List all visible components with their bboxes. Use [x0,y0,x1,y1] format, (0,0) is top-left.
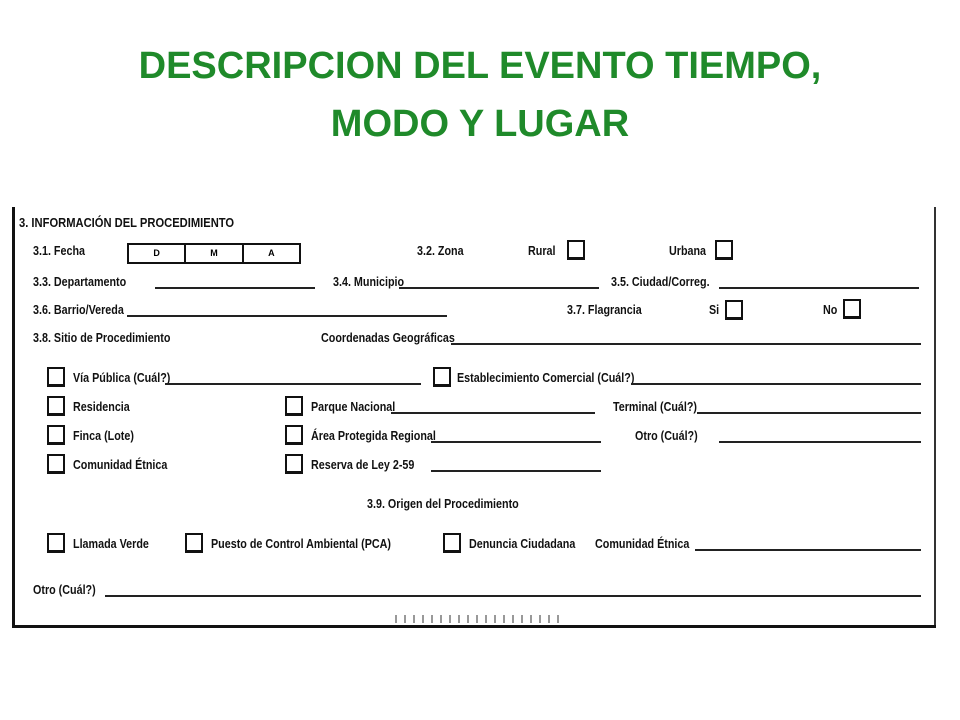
zona-label: 3.2. Zona [417,244,464,258]
area-protegida-line[interactable] [431,441,601,443]
form-right-edge [934,207,936,625]
establecimiento-label: Establecimiento Comercial (Cuál?) [457,371,635,385]
departamento-line[interactable] [155,287,315,289]
urbana-checkbox[interactable] [715,240,733,260]
departamento-label: 3.3. Departamento [33,275,127,289]
pca-checkbox[interactable] [185,533,203,553]
fecha-year[interactable]: A [268,248,275,258]
ciudad-line[interactable] [719,287,919,289]
slide-title-line2: MODO Y LUGAR [330,103,630,145]
reserva-line[interactable] [431,470,601,472]
llamada-label: Llamada Verde [73,537,149,551]
establecimiento-line[interactable] [631,383,921,385]
si-checkbox[interactable] [725,300,743,320]
via-publica-checkbox[interactable] [47,367,65,387]
rural-label: Rural [528,244,556,258]
establecimiento-checkbox[interactable] [433,367,451,387]
fecha-label: 3.1. Fecha [33,244,85,258]
otro-sitio-label: Otro (Cuál?) [635,429,698,443]
area-protegida-label: Área Protegida Regional [311,429,436,443]
terminal-line[interactable] [697,412,921,414]
via-publica-line[interactable] [165,383,421,385]
municipio-label: 3.4. Municipio [333,275,405,289]
coordenadas-line[interactable] [451,343,921,345]
barrio-line[interactable] [127,315,447,317]
otro-origen-label: Otro (Cuál?) [33,583,96,597]
denuncia-checkbox[interactable] [443,533,461,553]
procedure-form-scan [12,207,936,628]
section-header: 3. INFORMACIÓN DEL PROCEDIMIENTO [19,215,235,230]
comunidad-etnica-2-label: Comunidad Étnica [595,537,690,551]
reserva-checkbox[interactable] [285,454,303,474]
residencia-checkbox[interactable] [47,396,65,416]
fecha-month[interactable]: M [186,245,243,262]
ciudad-label: 3.5. Ciudad/Correg. [611,275,710,289]
comunidad-etnica-checkbox[interactable] [47,454,65,474]
terminal-label: Terminal (Cuál?) [613,400,698,414]
residencia-label: Residencia [73,400,130,414]
no-label: No [823,303,838,317]
no-checkbox[interactable] [843,299,861,319]
municipio-line[interactable] [399,287,599,289]
scan-artifact [395,615,565,623]
sitio-label: 3.8. Sitio de Procedimiento [33,331,171,345]
slide-title-line1: DESCRIPCION DEL EVENTO TIEMPO, [138,45,822,87]
otro-sitio-line[interactable] [719,441,921,443]
finca-label: Finca (Lote) [73,429,134,443]
fecha-field[interactable] [127,243,301,264]
rural-checkbox[interactable] [567,240,585,260]
reserva-label: Reserva de Ley 2-59 [311,458,415,472]
finca-checkbox[interactable] [47,425,65,445]
via-publica-label: Vía Pública (Cuál?) [73,371,171,385]
coordenadas-label: Coordenadas Geográficas [321,331,455,345]
pca-label: Puesto de Control Ambiental (PCA) [211,537,391,551]
si-label: Si [709,303,720,317]
fecha-day[interactable]: D [129,245,186,262]
area-protegida-checkbox[interactable] [285,425,303,445]
parque-checkbox[interactable] [285,396,303,416]
llamada-checkbox[interactable] [47,533,65,553]
origen-header: 3.9. Origen del Procedimiento [367,497,519,511]
parque-line[interactable] [391,412,595,414]
comunidad-etnica-2-line[interactable] [695,549,921,551]
comunidad-etnica-label: Comunidad Étnica [73,458,168,472]
otro-origen-line[interactable] [105,595,921,597]
urbana-label: Urbana [669,244,707,258]
denuncia-label: Denuncia Ciudadana [469,537,576,551]
barrio-label: 3.6. Barrio/Vereda [33,303,124,317]
parque-label: Parque Nacional [311,400,396,414]
flagrancia-label: 3.7. Flagrancia [567,303,642,317]
